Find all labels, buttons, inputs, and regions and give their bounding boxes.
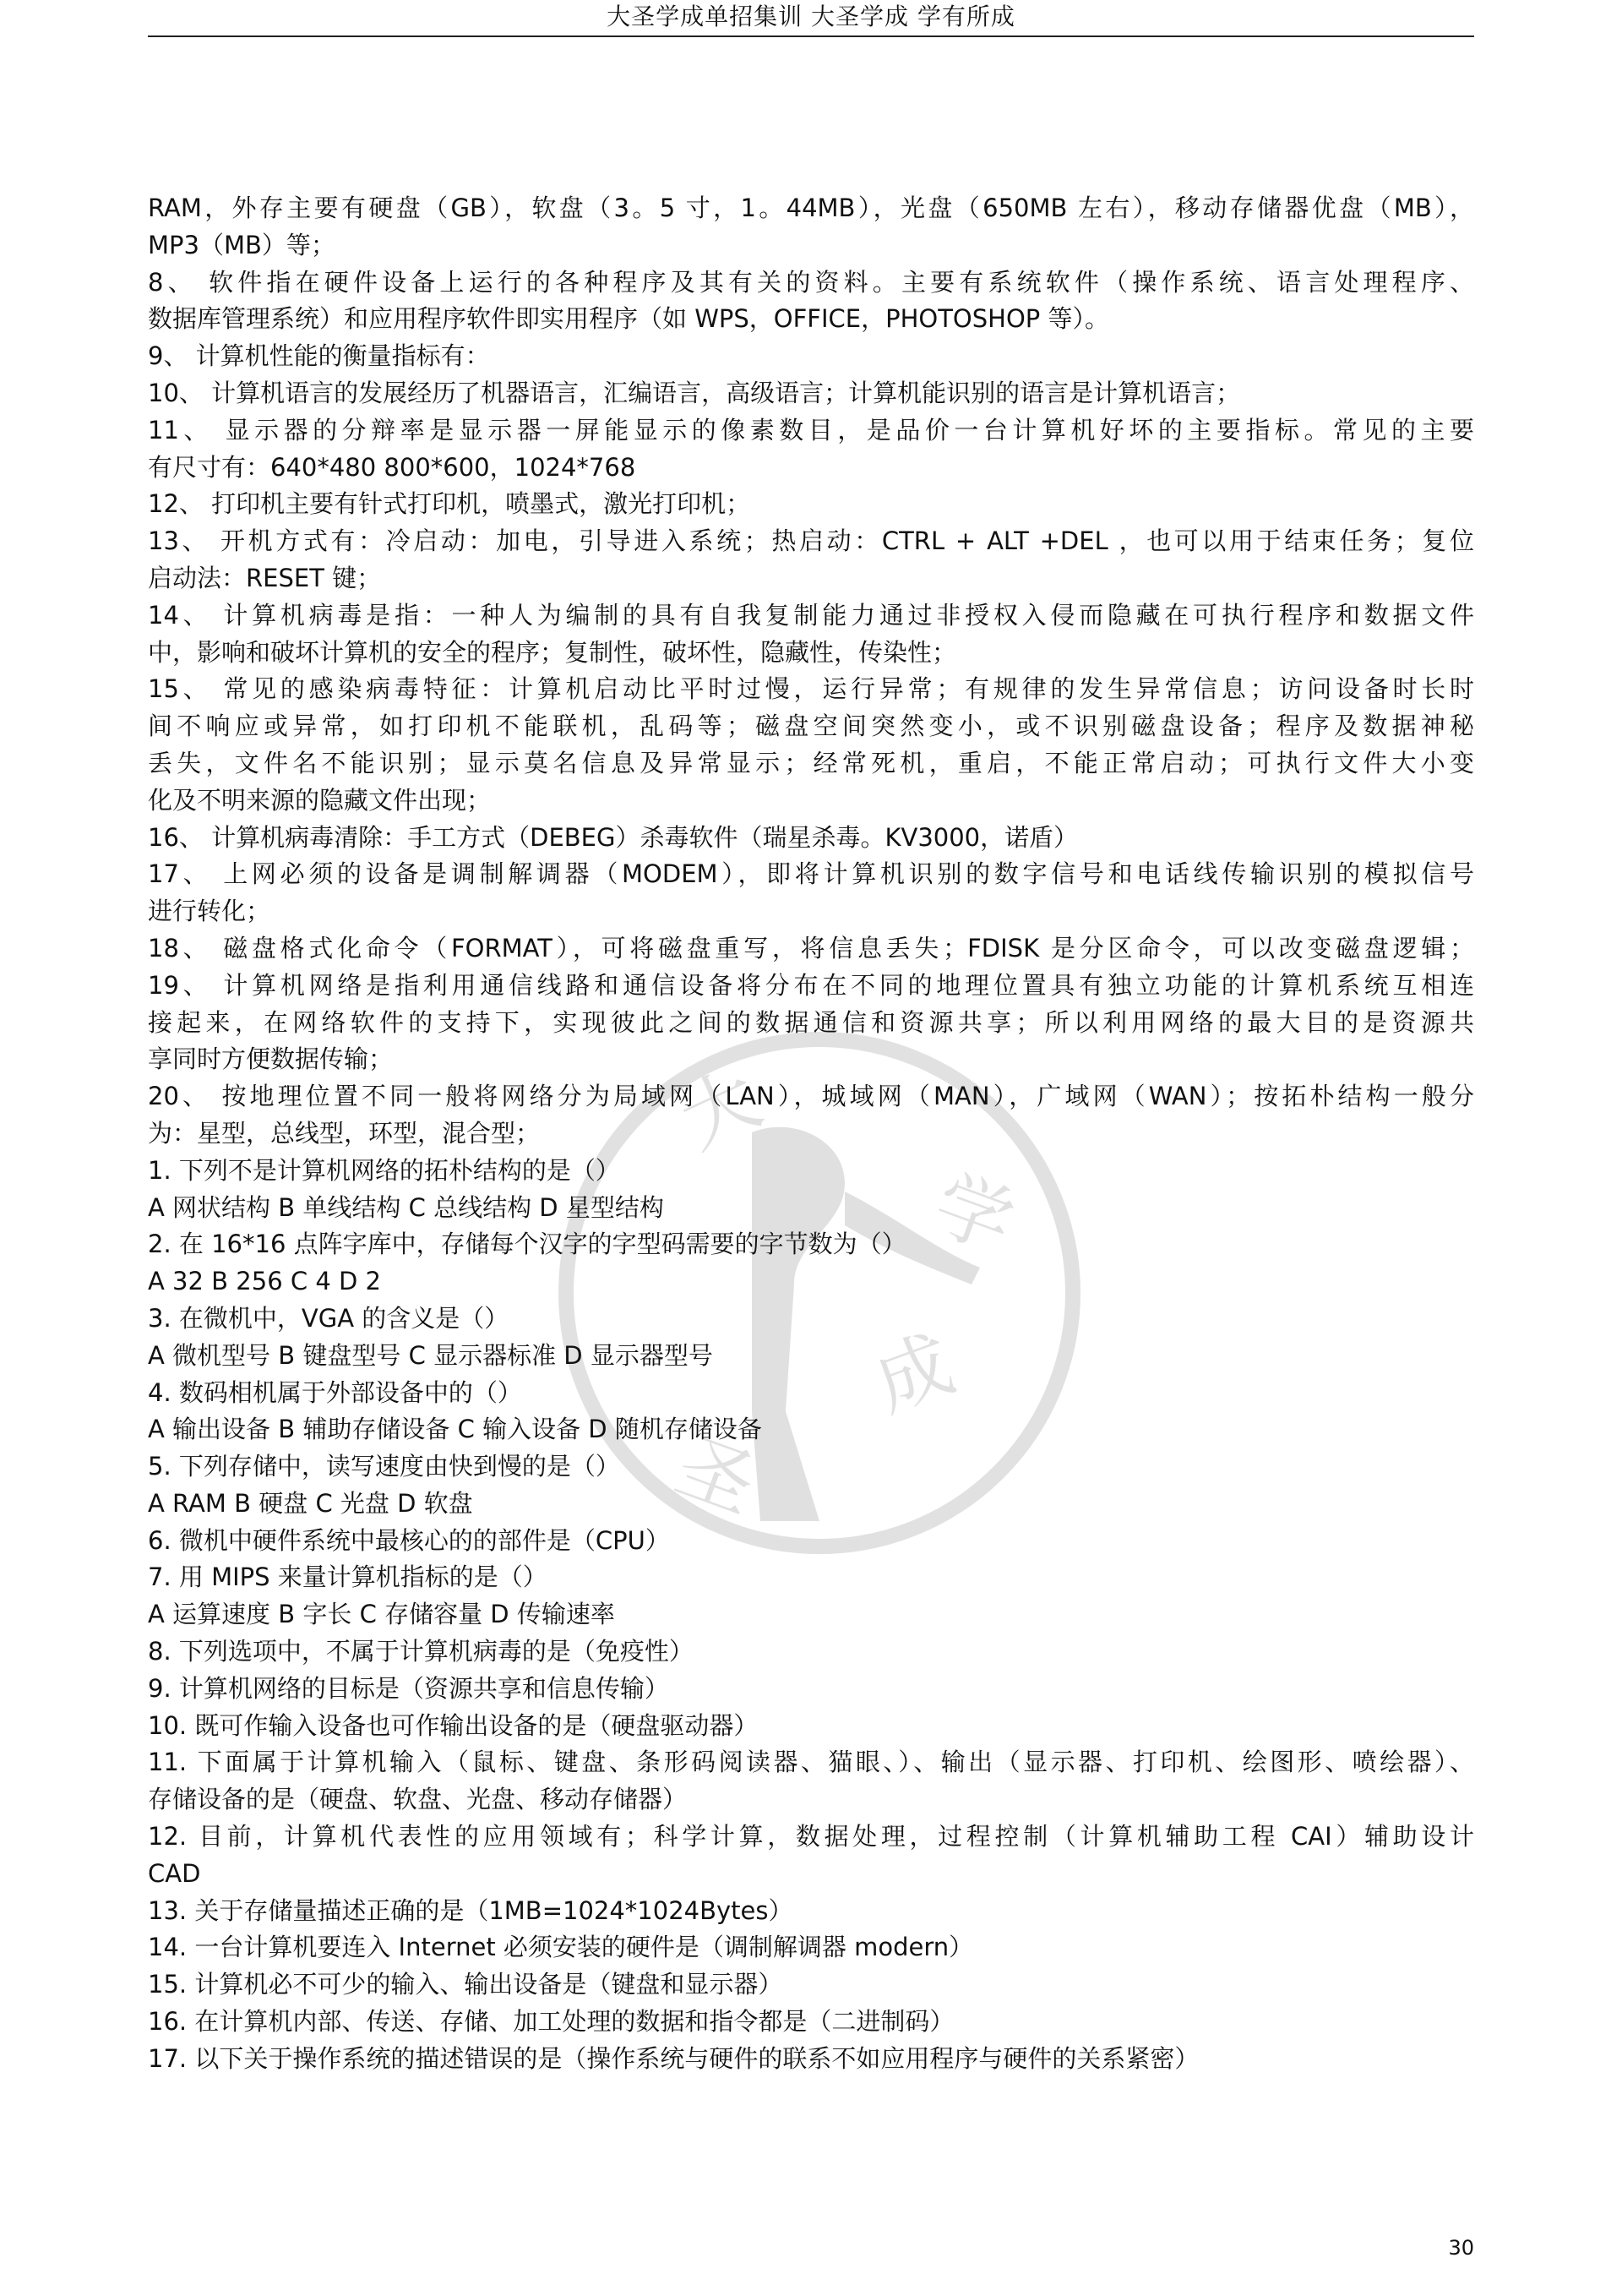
watermark-char-3: 学 — [923, 1159, 1025, 1269]
text-line: 13、 开机方式有：冷启动：加电，引导进入系统；热启动：CTRL + ALT +DEL ，也可以用于结束任务；复位 — [148, 526, 1474, 556]
text-line: 16. 在计算机内部、传送、存储、加工处理的数据和指令都是（二进制码） — [148, 2007, 955, 2037]
text-line: 中，影响和破坏计算机的安全的程序；复制性，破坏性，隐藏性，传染性； — [148, 637, 957, 667]
text-line: 为：星型，总线型，环型，混合型； — [148, 1118, 541, 1148]
text-line: A 输出设备 B 辅助存储设备 C 输入设备 D 随机存储设备 — [148, 1415, 762, 1444]
text-line: 11. 下面属于计算机输入（鼠标、键盘、条形码阅读器、猫眼、）、输出（显示器、打印机、绘图形、喷绘器）、 — [148, 1748, 1474, 1777]
text-line: 14. 一台计算机要连入 Internet 必须安装的硬件是（调制解调器 modern） — [148, 1933, 974, 1962]
text-line: 15、 常见的感染病毒特征：计算机启动比平时过慢，运行异常；有规律的发生异常信息；访问设备时长时 — [148, 674, 1474, 704]
text-line: 进行转化； — [148, 897, 271, 926]
header-title: 大圣学成单招集训 大圣学成 学有所成 — [607, 3, 1015, 30]
text-line: MP3（MB）等； — [148, 230, 335, 259]
text-line: 数据库管理系统）和应用程序软件即实用程序（如 WPS，OFFICE，PHOTOSHOP 等）。 — [148, 304, 1110, 334]
text-line: 7. 用 MIPS 来量计算机指标的是（） — [148, 1562, 547, 1592]
text-line: 15. 计算机必不可少的输入、输出设备是（键盘和显示器） — [148, 1970, 783, 1999]
text-line: 丢失，文件名不能识别；显示莫名信息及异常显示；经常死机，重启，不能正常启动；可执行文件大小变 — [148, 748, 1474, 777]
text-line: 14、 计算机病毒是指：一种人为编制的具有自我复制能力通过非授权入侵而隐藏在可执行程序和数据文件 — [148, 600, 1474, 630]
text-line: 10. 既可作输入设备也可作输出设备的是（硬盘驱动器） — [148, 1710, 759, 1740]
text-line: 6. 微机中硬件系统中最核心的的部件是（CPU） — [148, 1525, 670, 1555]
text-line: 启动法：RESET 键； — [148, 563, 382, 592]
text-line: 1. 下列不是计算机网络的拓朴结构的是（） — [148, 1155, 620, 1185]
text-line: 12、 打印机主要有针式打印机，喷墨式，激光打印机； — [148, 489, 751, 519]
text-line: A 运算速度 B 字长 C 存储容量 D 传输速率 — [148, 1600, 615, 1629]
text-line: 2. 在 16*16 点阵字库中，存储每个汉字的字型码需要的字节数为（） — [148, 1230, 906, 1259]
watermark-char-4: 成 — [863, 1319, 966, 1429]
text-line: 12. 目前，计算机代表性的应用领域有；科学计算，数据处理，过程控制（计算机辅助工程 CAI）辅助设计 — [148, 1822, 1474, 1852]
text-line: CAD — [148, 1858, 201, 1888]
text-line: 20、 按地理位置不同一般将网络分为局域网（LAN），城域网（MAN），广域网（WAN）；按拓朴结构一般分 — [148, 1082, 1474, 1111]
text-line: A 网状结构 B 单线结构 C 总线结构 D 星型结构 — [148, 1192, 664, 1222]
document-body — [148, 190, 1474, 2078]
text-line: 8. 下列选项中，不属于计算机病毒的是（免疫性） — [148, 1637, 694, 1666]
page-header — [148, 0, 1474, 37]
text-line: 8、 软件指在硬件设备上运行的各种程序及其有关的资料。主要有系统软件（操作系统、语言处理程序、 — [148, 267, 1474, 297]
watermark-char-2: 圣 — [665, 1421, 767, 1531]
text-line: 3. 在微机中，VGA 的含义是（） — [148, 1303, 509, 1333]
text-line: 化及不明来源的隐藏文件出现； — [148, 785, 492, 815]
text-line: 19、 计算机网络是指利用通信线路和通信设备将分布在不同的地理位置具有独立功能的计算机系统互相连 — [148, 970, 1474, 1000]
header-divider — [148, 35, 1474, 37]
text-line: 10、 计算机语言的发展经历了机器语言，汇编语言，高级语言；计算机能识别的语言是计算机语言； — [148, 378, 1241, 407]
text-line: 17、 上网必须的设备是调制解调器（MODEM），即将计算机识别的数字信号和电话线传输识别的模拟信号 — [148, 859, 1474, 889]
text-line: 5. 下列存储中，读写速度由快到慢的是（） — [148, 1452, 620, 1481]
text-line: 享同时方便数据传输； — [148, 1044, 394, 1074]
text-line: 有尺寸有：640*480 800*600，1024*768 — [148, 452, 636, 482]
text-line: 16、 计算机病毒清除：手工方式（DEBEG）杀毒软件（瑞星杀毒。KV3000，诺盾） — [148, 822, 1079, 852]
text-line: A RAM B 硬盘 C 光盘 D 软盘 — [148, 1488, 473, 1518]
text-line: 18、 磁盘格式化命令（FORMAT），可将磁盘重写，将信息丢失；FDISK 是分区命令，可以改变磁盘逻辑； — [148, 933, 1474, 963]
text-line: RAM，外存主要有硬盘（GB），软盘（3。5 寸，1。44MB），光盘（650MB 左右），移动存储器优盘（MB）， — [148, 194, 1474, 222]
text-line: 9. 计算机网络的目标是（资源共享和信息传输） — [148, 1673, 669, 1703]
text-line: 11、 显示器的分辩率是显示器一屏能显示的像素数目，是品价一台计算机好坏的主要指标。常见的主要 — [148, 415, 1474, 444]
text-line: 间不响应或异常，如打印机不能联机，乱码等；磁盘空间突然变小，或不识别磁盘设备；程序及数据神秘 — [148, 712, 1474, 741]
text-line: 接起来，在网络软件的支持下，实现彼此之间的数据通信和资源共享；所以利用网络的最大目的是资源共 — [148, 1007, 1474, 1037]
text-line: 13. 关于存储量描述正确的是（1MB=1024*1024Bytes） — [148, 1895, 793, 1925]
text-line: A 微机型号 B 键盘型号 C 显示器标准 D 显示器型号 — [148, 1340, 713, 1370]
text-line: 存储设备的是（硬盘、软盘、光盘、移动存储器） — [148, 1785, 688, 1814]
text-line: 17. 以下关于操作系统的描述错误的是（操作系统与硬件的联系不如应用程序与硬件的关系紧密） — [148, 2043, 1200, 2073]
text-line: 9、 计算机性能的衡量指标有： — [148, 341, 490, 371]
watermark-char-1: 大 — [667, 1053, 774, 1166]
text-line: A 32 B 256 C 4 D 2 — [148, 1267, 381, 1296]
page-number: 30 — [1448, 2236, 1474, 2260]
text-line: 4. 数码相机属于外部设备中的（） — [148, 1377, 522, 1407]
